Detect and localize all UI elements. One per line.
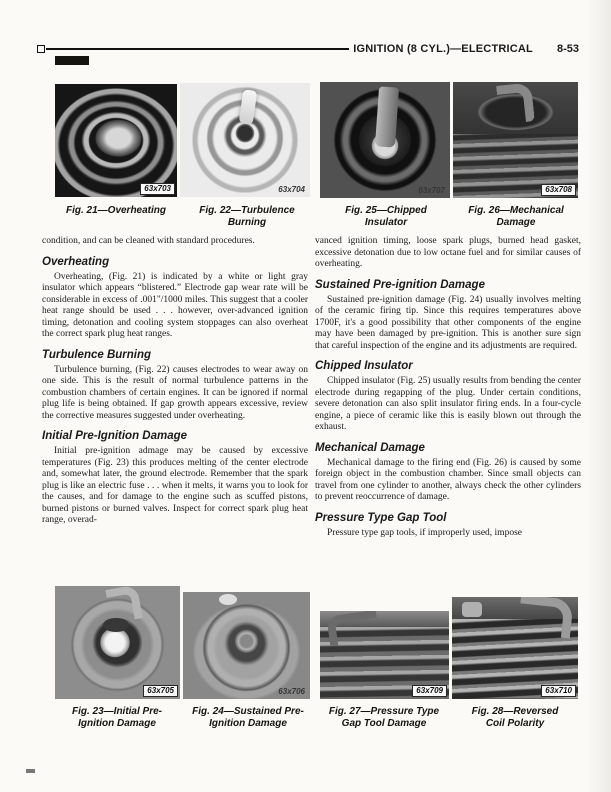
section-heading-chipped-insulator: Chipped Insulator [315, 360, 413, 372]
section-heading-mechanical-damage: Mechanical Damage [315, 441, 425, 454]
figure-25-caption [322, 205, 450, 229]
caption-line: Fig. 26—Mechanical [468, 205, 564, 216]
paragraph: Chipped insulator (Fig. 25) usually results from bending the center electrode during regapping of the plug. Under certain conditions, severe detonation can also split insulator firing ends. In a four-cycle engine, a piece of ceramic like this is easily blown out through the exhaust. [315, 376, 581, 432]
page-header [37, 42, 579, 56]
photo-id-label: 63x709 [412, 685, 447, 697]
deposit-speck-shape [219, 594, 237, 605]
photo-id-label: 63x704 [278, 185, 305, 194]
photo-id-label: 63x708 [541, 184, 576, 196]
section-heading-pressure-type-gap-tool: Pressure Type Gap Tool [315, 511, 447, 524]
paragraph: Pressure type gap tools, if improperly used, impose [327, 527, 522, 538]
figure-23-caption [52, 706, 182, 730]
figure-21-photo [55, 84, 177, 197]
left-column [42, 236, 308, 528]
photo-id-label: 63x703 [140, 183, 175, 195]
caption-line: Ignition Damage [209, 718, 287, 729]
photo-id-label: 63x710 [541, 685, 576, 697]
figure-24-photo [183, 592, 310, 699]
figure-28-photo [452, 597, 578, 699]
figure-22-caption [183, 205, 311, 229]
figure-24-caption [183, 706, 313, 730]
section-heading-turbulence-burning: Turbulence Burning [42, 348, 152, 361]
paragraph: Overheating, (Fig. 21) is indicated by a white or light gray insulator which appears “blistered.” Electrode gap wear rate will be considerable in excess of .001"/1000 miles. This suggest that a cooler heat range should be used . . . however, over-advanced ignition timing, detonation and cooling system stoppages can also overheat the correct spark plug heat ranges. [42, 271, 308, 339]
figure-22-photo [180, 83, 310, 197]
figure-26-caption [452, 205, 580, 229]
ground-electrode-hook-shape [326, 611, 380, 646]
paragraph: condition, and can be cleaned with standard procedures. [42, 236, 255, 246]
caption-line: Fig. 23—Initial Pre- [71, 706, 163, 717]
paragraph: vanced ignition timing, loose spark plugs, burned head gasket, excessive detonation due to low octane fuel and for similar causes of overheating. [315, 236, 581, 269]
figure-23-photo [55, 586, 180, 699]
caption-line: Fig. 28—Reversed [471, 706, 559, 717]
figure-28-caption [452, 706, 578, 730]
photo-id-label: 63x707 [418, 186, 445, 195]
figure-27-photo [320, 611, 449, 699]
section-heading-sustained-pre-ignition: Sustained Pre-ignition Damage [315, 278, 485, 291]
paragraph: Initial pre-ignition admage may be caused by excessive temperatures (Fig. 23) this produces melting of the center electrode and, somewhat later, the ground electrode. Remember that the spark plug is like an electric fuse . . . when it melts, it warns you to look for the causes, and for damage to the engine such as scuffed pistons, burned pistons or burned valves. Inspect for correct spark plug heat range, overad- [42, 446, 308, 525]
paragraph: Mechanical damage to the firing end (Fig. 26) is caused by some foreign object in the combustion chamber. Since small objects can travel from one cylinder to another, always check the other cylinders to prevent reoccurrence of damage. [315, 457, 581, 502]
ground-electrode-hook-shape [496, 83, 535, 125]
caption-line: Fig. 25—Chipped [345, 205, 427, 216]
paragraph: Turbulence burning, (Fig. 22) causes electrodes to wear away on one side. This is the result of normal turbulence patterns in the combustion chambers of certain engines. It can be ignored if normal plug life is being obtained. If gap growth appears excessive, review the corrective measures suggested under overheating. [42, 364, 308, 421]
ground-electrode-shape [375, 86, 399, 148]
paragraph: Sustained pre-ignition damage (Fig. 24) usually involves melting of the ceramic firing tip. Since this requires temperatures above 1700F, it's a good possibility that other components of the engine may have been damaged by pre-ignition. This is another sure sign that careful inspection of the engine and its adjustments are required. [315, 294, 581, 351]
header-square-mark [37, 45, 45, 53]
header-rule [46, 48, 349, 50]
scan-artifact-mark [26, 769, 35, 773]
caption-line: Ignition Damage [78, 718, 156, 729]
center-electrode-shape [239, 89, 258, 125]
header-title: IGNITION (8 CYL.)—ELECTRICAL [353, 43, 533, 55]
foreign-object-shape [462, 602, 482, 617]
caption-line: Coil Polarity [485, 718, 545, 729]
section-heading-initial-pre-ignition: Initial Pre-Ignition Damage [42, 430, 188, 442]
caption-line: Fig. 22—Turbulence [199, 205, 295, 216]
ground-electrode-hook-shape [517, 597, 574, 639]
caption-line: Fig. 27—Pressure Type [328, 706, 440, 717]
electrode-crust-shape [103, 618, 129, 632]
caption-line: Fig. 21—Overheating [65, 205, 167, 216]
caption-line: Damage [496, 217, 536, 228]
caption-line: Insulator [364, 217, 408, 228]
figure-25-photo [320, 82, 450, 198]
right-column [315, 236, 581, 540]
figure-26-photo [453, 82, 578, 198]
photo-id-label: 63x705 [143, 685, 178, 697]
caption-line: Fig. 24—Sustained Pre- [192, 706, 304, 717]
print-registration-mark [55, 56, 89, 65]
caption-line: Gap Tool Damage [341, 718, 427, 729]
page-number: 8-53 [556, 43, 579, 55]
figure-21-caption [50, 205, 182, 217]
figure-27-caption [318, 706, 450, 730]
photo-id-label: 63x706 [278, 687, 305, 696]
section-heading-overheating: Overheating [42, 255, 110, 268]
caption-line: Burning [227, 217, 267, 228]
